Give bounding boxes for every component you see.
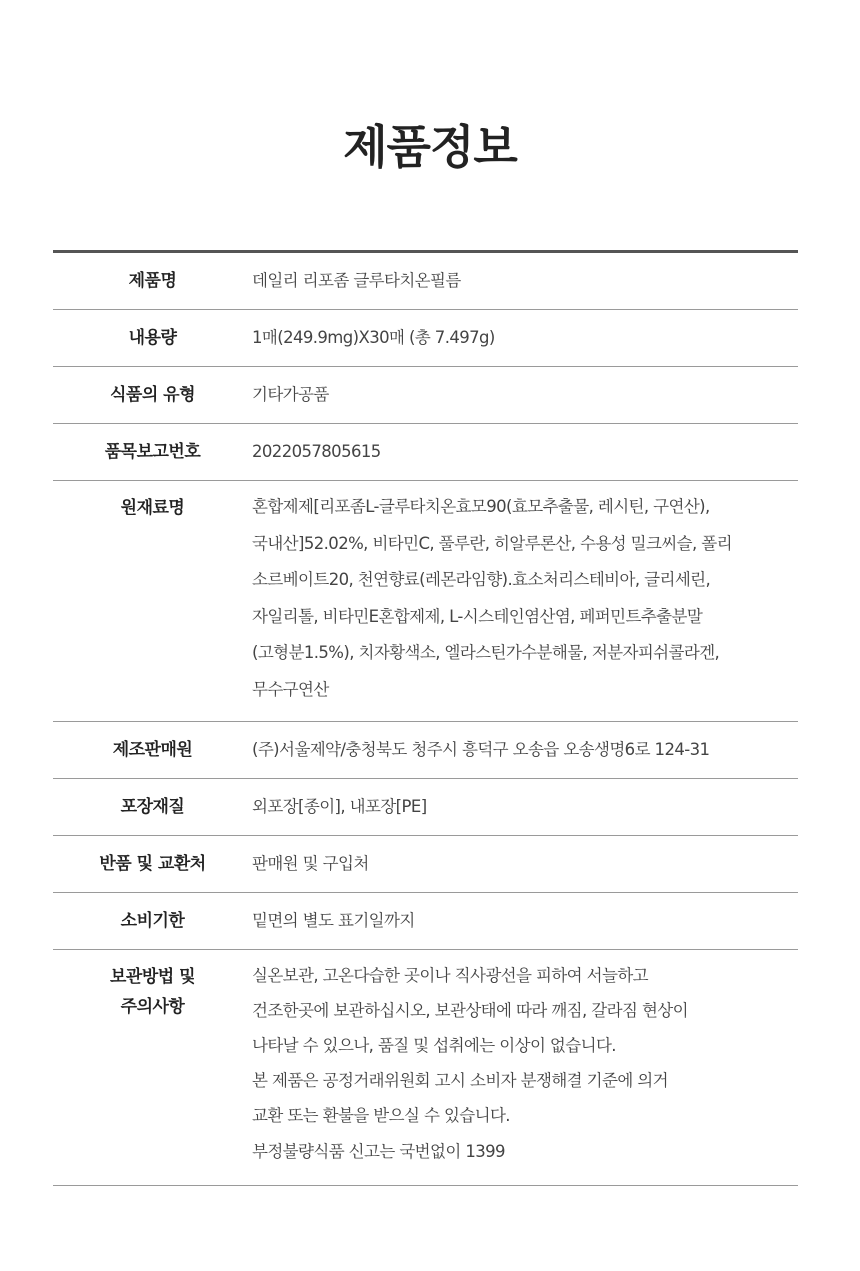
row-storage-precautions: [53, 950, 798, 1186]
row-content-volume: [53, 310, 798, 367]
row-value: [252, 310, 798, 366]
value-line: 판매원 및 구입처: [252, 853, 369, 873]
row-label: 반품 및 교환처: [99, 853, 206, 874]
value-line: 1매(249.9mg)X30매 (총 7.497g): [252, 328, 495, 347]
value-line: 본 제품은 공정거래위원회 고시 소비자 분쟁해결 기준에 의거: [252, 1071, 668, 1091]
row-value: [252, 779, 798, 835]
row-label: 제조판매원: [112, 739, 193, 760]
value-line: 실온보관, 고온다습한 곳이나 직사광선을 피하여 서늘하고: [252, 965, 649, 985]
row-expiration: [53, 893, 798, 950]
row-label: 품목보고번호: [104, 442, 201, 462]
value-line: 혼합제제[리포좀L-글루타치온효모90(효모추출물, 레시틴, 구연산),: [252, 497, 710, 516]
row-label: 내용량: [128, 328, 177, 348]
row-label: 소비기한: [120, 910, 185, 931]
row-label: 식품의 유형: [109, 385, 196, 405]
row-report-number: [53, 424, 798, 481]
row-label: 제품명: [128, 271, 177, 291]
row-value: [252, 893, 798, 949]
value-line: 건조한곳에 보관하십시오, 보관상태에 따라 깨짐, 갈라짐 현상이: [252, 1000, 688, 1020]
row-food-type: [53, 367, 798, 424]
row-returns: [53, 836, 798, 893]
row-label: [53, 950, 252, 1185]
value-line: 소르베이트20, 천연향료(레몬라임향).효소처리스테비아, 글리세린,: [252, 570, 711, 590]
row-ingredients: [53, 481, 798, 722]
value-line: 국내산]52.02%, 비타민C, 풀루란, 히알루론산, 수용성 밀크씨슬, 폴리: [252, 533, 732, 553]
row-label: 원재료명: [120, 498, 185, 518]
label-line: 주의사항: [120, 996, 185, 1017]
value-line: 밑면의 별도 표기일까지: [252, 910, 415, 930]
value-line: (주)서울제약/충청북도 청주시 흥덕구 오송읍 오송생명6로 124-31: [252, 739, 710, 759]
value-line: 자일리톨, 비타민E혼합제제, L-시스테인염산염, 페퍼민트추출분말: [252, 606, 703, 626]
value-line: 무수구연산: [252, 679, 329, 699]
row-value: [252, 722, 798, 778]
row-product-name: [53, 253, 798, 310]
value-line: 부정불량식품 신고는 국번없이 1399: [252, 1141, 505, 1161]
value-line: 교환 또는 환불을 받으실 수 있습니다.: [252, 1106, 510, 1126]
value-line: (고형분1.5%), 치자황색소, 엘라스틴가수분해물, 저분자피쉬콜라겐,: [252, 643, 720, 663]
row-value: [252, 424, 798, 480]
value-line: 외포장[종이], 내포장[PE]: [252, 796, 427, 816]
row-packaging: [53, 779, 798, 836]
row-label: 포장재질: [120, 796, 185, 817]
row-value: [252, 950, 798, 1185]
row-value: [252, 836, 798, 892]
value-line: 데일리 리포좀 글루타치온필름: [252, 271, 461, 290]
page-title: 제품정보: [343, 120, 517, 174]
row-value: [252, 481, 798, 721]
product-info-table: [53, 250, 798, 1186]
row-value: [252, 253, 798, 309]
value-line: 2022057805615: [252, 442, 381, 461]
label-line: 보관방법 및: [109, 966, 196, 987]
row-manufacturer: [53, 722, 798, 779]
value-line: 기타가공품: [252, 385, 329, 404]
row-value: [252, 367, 798, 423]
value-line: 나타날 수 있으나, 품질 및 섭취에는 이상이 없습니다.: [252, 1035, 616, 1055]
